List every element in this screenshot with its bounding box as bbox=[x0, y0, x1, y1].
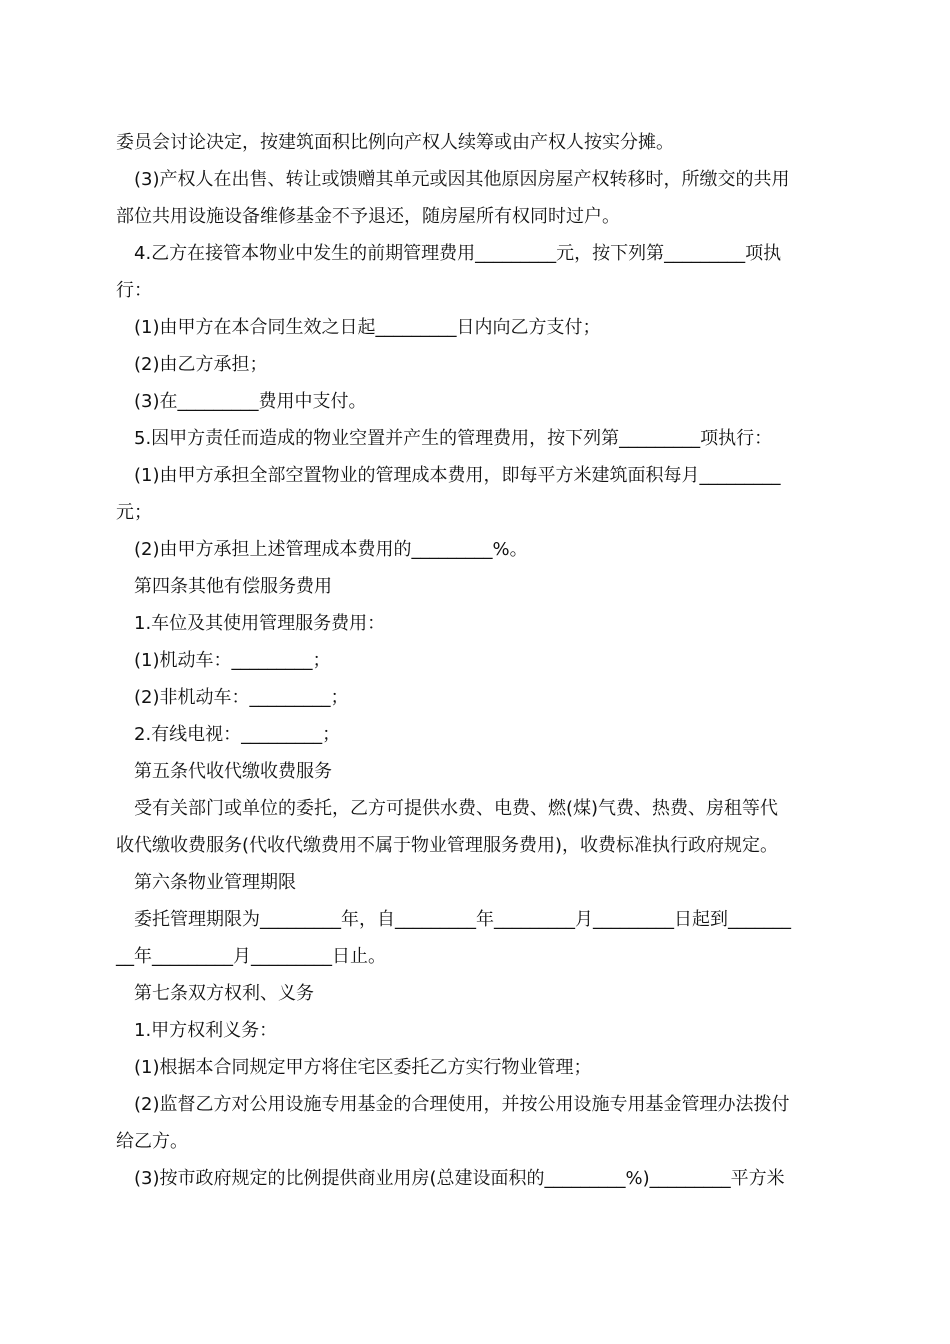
document-line: (1)由甲方在本合同生效之日起_________日内向乙方支付； bbox=[134, 317, 601, 338]
document-line: (1)由甲方承担全部空置物业的管理成本费用，即每平方米建筑面积每月_________ bbox=[134, 465, 781, 486]
document-line: 第七条双方权利、义务 bbox=[134, 983, 314, 1004]
document-line: 元； bbox=[116, 502, 152, 523]
document-line: 5.因甲方责任而造成的物业空置并产生的管理费用，按下列第_________项执行： bbox=[134, 428, 773, 449]
document-body bbox=[116, 124, 840, 1197]
document-line: (2)非机动车：_________； bbox=[134, 687, 349, 708]
document-line: (1)根据本合同规定甲方将住宅区委托乙方实行物业管理； bbox=[134, 1057, 592, 1078]
document-line: 受有关部门或单位的委托，乙方可提供水费、电费、燃(煤)气费、热费、房租等代 bbox=[134, 798, 779, 819]
document-line: 委员会讨论决定，按建筑面积比例向产权人续筹或由产权人按实分摊。 bbox=[116, 132, 674, 153]
document-line: 行： bbox=[116, 280, 152, 301]
document-line: 1.甲方权利义务： bbox=[134, 1020, 278, 1041]
document-line: 收代缴收费服务(代收代缴费用不属于物业管理服务费用)，收费标准执行政府规定。 bbox=[116, 835, 779, 856]
document-line: __年_________月_________日止。 bbox=[116, 946, 386, 967]
document-line: (3)产权人在出售、转让或馈赠其单元或因其他原因房屋产权转移时，所缴交的共用 bbox=[134, 169, 790, 190]
document-line: 4.乙方在接管本物业中发生的前期管理费用_________元，按下列第_________项执 bbox=[134, 243, 782, 264]
document-line: (3)在_________费用中支付。 bbox=[134, 391, 367, 412]
document-line: (3)按市政府规定的比例提供商业用房(总建设面积的_________%)_________平方米 bbox=[134, 1168, 785, 1189]
document-line: 1.车位及其使用管理服务费用： bbox=[134, 613, 386, 634]
document-line: (2)由乙方承担； bbox=[134, 354, 268, 375]
document-line: 部位共用设施设备维修基金不予退还，随房屋所有权同时过户。 bbox=[116, 206, 620, 227]
document-line: (2)由甲方承担上述管理成本费用的_________%。 bbox=[134, 539, 528, 560]
document-line: 第四条其他有偿服务费用 bbox=[134, 576, 332, 597]
document-line: 2.有线电视：_________； bbox=[134, 724, 341, 745]
document-line: 第五条代收代缴收费服务 bbox=[134, 761, 332, 782]
document-line: (2)监督乙方对公用设施专用基金的合理使用，并按公用设施专用基金管理办法拨付 bbox=[134, 1094, 790, 1115]
document-line: 第六条物业管理期限 bbox=[134, 872, 296, 893]
document-line: 给乙方。 bbox=[116, 1131, 188, 1152]
document-line: (1)机动车：_________； bbox=[134, 650, 331, 671]
document-line: 委托管理期限为_________年，自_________年_________月_________日起到_______ bbox=[134, 909, 791, 930]
